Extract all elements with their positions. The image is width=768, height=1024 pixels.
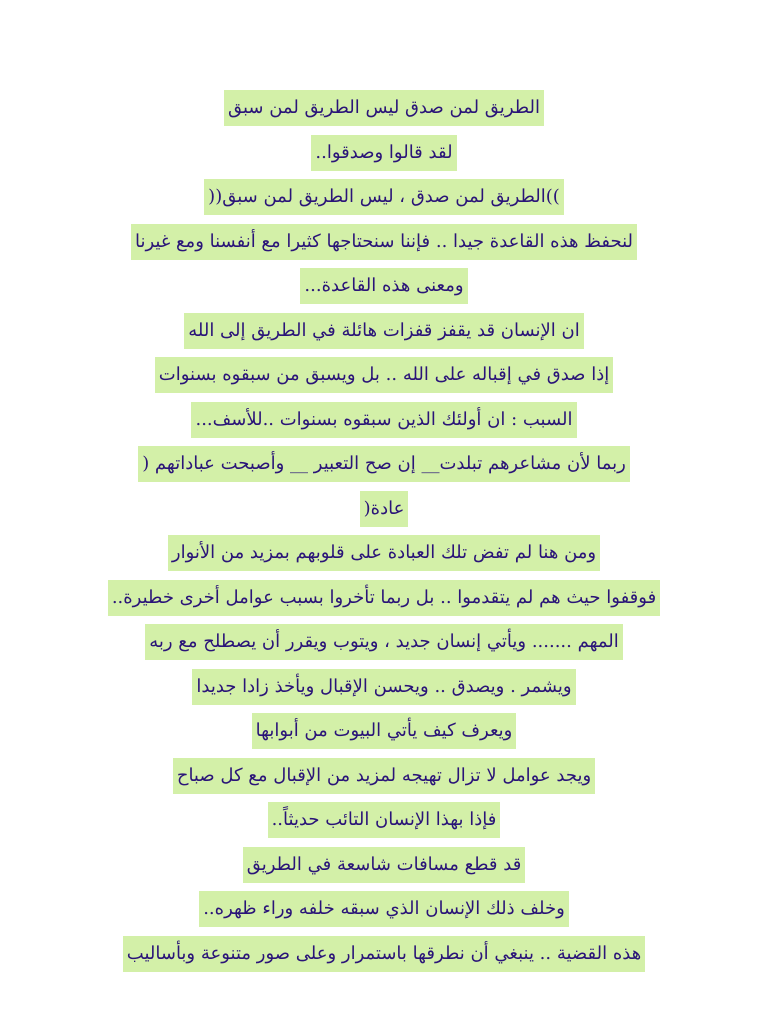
text-line-14: ويشمر . ويصدق .. ويحسن الإقبال ويأخذ زادا جديدا xyxy=(192,669,575,705)
text-line-11: ومن هنا لم تفض تلك العبادة على قلوبهم بمزيد من الأنوار xyxy=(168,535,600,571)
text-line-3: ))الطريق لمن صدق ، ليس الطريق لمن سبق(( xyxy=(204,179,564,215)
text-line-7: إذا صدق في إقباله على الله .. بل ويسبق من سبقوه بسنوات xyxy=(155,357,613,393)
text-line-2: لقد قالوا وصدقوا.. xyxy=(311,135,456,171)
text-line-6: ان الإنسان قد يقفز قفزات هائلة في الطريق إلى الله xyxy=(184,313,584,349)
text-line-4: لنحفظ هذه القاعدة جيدا .. فإننا سنحتاجها كثيرا مع أنفسنا ومع غيرنا xyxy=(131,224,637,260)
text-line-18: قد قطع مسافات شاسعة في الطريق xyxy=(243,847,526,883)
text-line-8: السبب : ان أولئك الذين سبقوه بسنوات ..للأسف... xyxy=(191,402,576,438)
text-line-20: هذه القضية .. ينبغي أن نطرقها باستمرار وعلى صور متنوعة وبأساليب xyxy=(123,936,645,972)
text-line-1: الطريق لمن صدق ليس الطريق لمن سبق xyxy=(224,90,544,126)
text-line-12: فوقفوا حيث هم لم يتقدموا .. بل ربما تأخروا بسبب عوامل أخرى خطيرة.. xyxy=(108,580,660,616)
text-line-13: المهم ....... ويأتي إنسان جديد ، ويتوب ويقرر أن يصطلح مع ربه xyxy=(145,624,623,660)
text-line-10: عادة( xyxy=(360,491,409,527)
text-line-9: ربما لأن مشاعرهم تبلدت__ إن صح التعبير __ وأصبحت عباداتهم ( xyxy=(138,446,630,482)
document-page xyxy=(0,90,768,980)
text-line-15: ويعرف كيف يأتي البيوت من أبوابها xyxy=(252,713,517,749)
text-line-5: ومعنى هذه القاعدة... xyxy=(300,268,467,304)
text-line-16: ويجد عوامل لا تزال تهيجه لمزيد من الإقبال مع كل صباح xyxy=(173,758,595,794)
text-line-19: وخلف ذلك الإنسان الذي سبقه خلفه وراء ظهره.. xyxy=(199,891,569,927)
text-line-17: فإذا بهذا الإنسان التائب حديثاً.. xyxy=(268,802,501,838)
